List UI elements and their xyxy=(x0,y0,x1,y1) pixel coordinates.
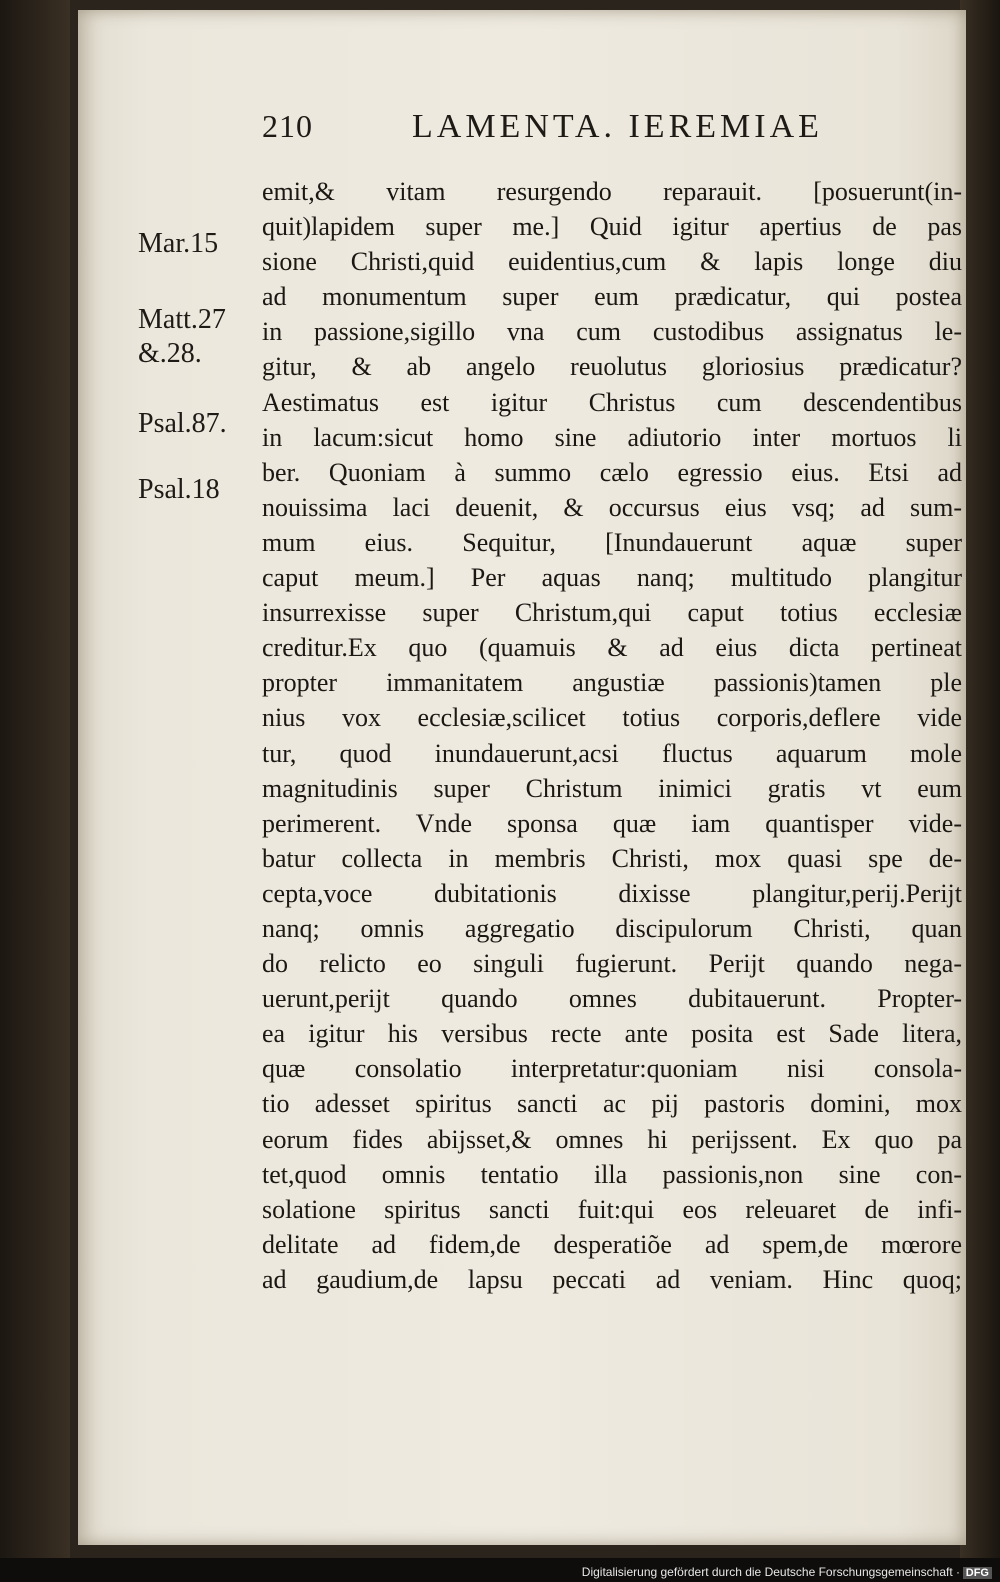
text-line: propter immanitatem angustiæ passionis)tamen ple xyxy=(262,668,962,698)
text-line: insurrexisse super Christum,qui caput totius ecclesiæ xyxy=(262,598,962,628)
text-line: ad monumentum super eum prædicatur, qui postea xyxy=(262,282,962,312)
margin-note: &.28. xyxy=(138,338,202,369)
text-line: emit,& vitam resurgendo reparauit. [posuerunt(in- xyxy=(262,177,962,206)
text-line: ea igitur his versibus recte ante posita est Sade litera, xyxy=(262,1019,962,1049)
text-line: cepta,voce dubitationis dixisse plangitur,perij.Perijt xyxy=(262,878,962,908)
text-line: quæ consolatio interpretatur:quoniam nisi consola- xyxy=(262,1054,962,1084)
footer-bar xyxy=(0,1558,1000,1582)
book-edge-right xyxy=(960,0,1000,1582)
text-line: Aestimatus est igitur Christus cum descendentibus xyxy=(262,387,962,417)
book-edge-left xyxy=(0,0,70,1582)
text-line: ad gaudium,de lapsu peccati ad veniam. Hinc quoq; xyxy=(262,1264,962,1294)
running-title: LAMENTA. IEREMIAE xyxy=(412,108,823,145)
margin-notes xyxy=(138,0,258,600)
margin-note: Psal.18 xyxy=(138,474,220,505)
text-line: ber. Quoniam à summo cælo egressio eius. Etsi ad xyxy=(262,457,962,487)
page-number: 210 xyxy=(262,108,313,144)
dfg-logo: DFG xyxy=(963,1567,992,1579)
text-line: tur, quod inundauerunt,acsi fluctus aquarum mole xyxy=(262,738,962,768)
text-line: eorum fides abijsset,& omnes hi perijssent. Ex quo pa xyxy=(262,1124,962,1154)
text-line: batur collecta in membris Christi, mox quasi spe de- xyxy=(262,843,962,873)
body-text xyxy=(262,174,962,1297)
text-line: tet,quod omnis tentatio illa passionis,non sine con- xyxy=(262,1159,962,1189)
text-line: solatione spiritus sancti fuit:qui eos releuaret de infi- xyxy=(262,1194,962,1224)
text-line: magnitudinis super Christum inimici gratis vt eum xyxy=(262,773,962,803)
text-line: do relicto eo singuli fugierunt. Perijt quando nega- xyxy=(262,949,962,979)
text-line: nouissima laci deuenit, & occursus eius vsq; ad sum- xyxy=(262,492,962,522)
text-line: delitate ad fidem,de desperatiõe ad spem,de mœrore xyxy=(262,1229,962,1259)
text-line: mum eius. Sequitur, [Inundauerunt aquæ super xyxy=(262,527,962,557)
text-line: creditur.Ex quo (quamuis & ad eius dicta pertineat xyxy=(262,633,962,663)
margin-note: Mar.15 xyxy=(138,228,219,259)
text-line: uerunt,perijt quando omnes dubitauerunt. Propter- xyxy=(262,984,962,1014)
text-line: in lacum:sicut homo sine adiutorio inter mortuos li xyxy=(262,422,962,452)
text-line: gitur, & ab angelo reuolutus gloriosius prædicatur? xyxy=(262,352,962,382)
margin-note: Matt.27 xyxy=(138,304,226,335)
text-line: perimerent. Vnde sponsa quæ iam quantisper vide- xyxy=(262,808,962,838)
digitization-credit: Digitalisierung gefördert durch die Deutsche Forschungsgemeinschaft · xyxy=(581,1565,960,1579)
margin-note: Psal.87. xyxy=(138,408,227,439)
text-line: tio adesset spiritus sancti ac pij pastoris domini, mox xyxy=(262,1089,962,1119)
text-line: quit)lapidem super me.] Quid igitur apertius de pas xyxy=(262,212,962,242)
text-line: in passione,sigillo vna cum custodibus assignatus le- xyxy=(262,317,962,347)
text-line: sione Christi,quid euidentius,cum & lapis longe diu xyxy=(262,247,962,277)
text-line: nius vox ecclesiæ,scilicet totius corporis,deflere vide xyxy=(262,703,962,733)
text-line: caput meum.] Per aquas nanq; multitudo plangitur xyxy=(262,563,962,593)
running-head xyxy=(262,108,942,152)
text-line: nanq; omnis aggregatio discipulorum Christi, quan xyxy=(262,913,962,943)
